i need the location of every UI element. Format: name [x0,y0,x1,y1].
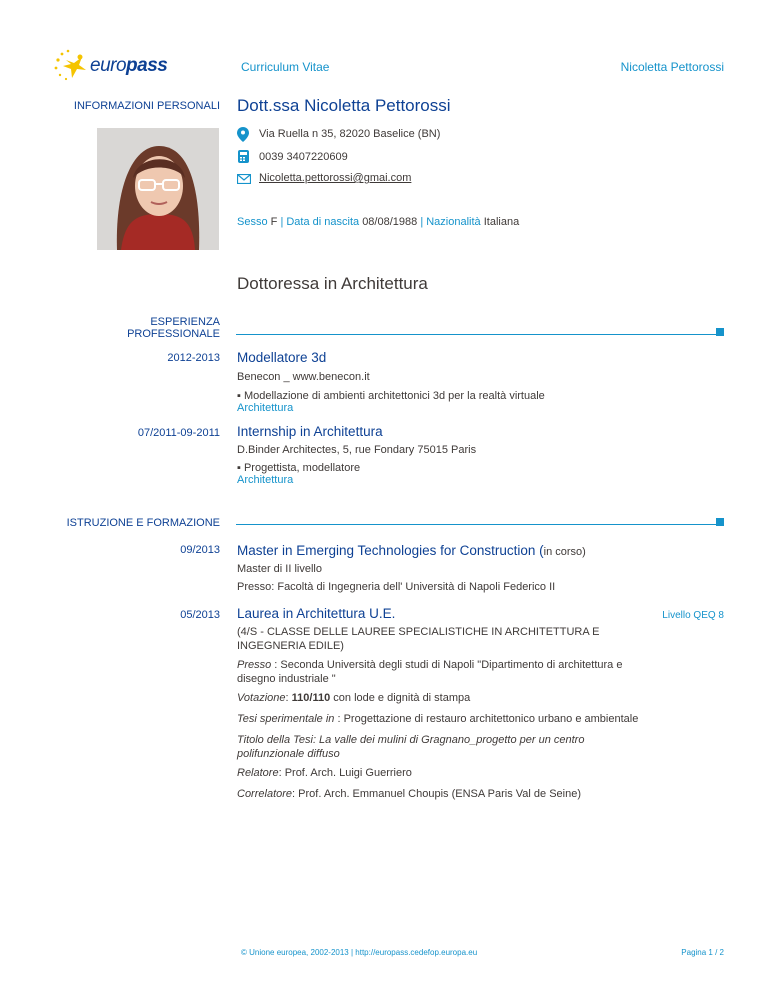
edu-2-titolo-value: : La valle dei mulini di Gragnano_progetto per un centro polifunzionale diffuso [237,734,585,760]
edu-2-relatore-label: Relatore [237,767,279,779]
edu-2-correlatore-value: : Prof. Arch. Emmanuel Choupis (ENSA Paris Val de Seine) [292,788,582,800]
exp-1-employer: Benecon _ www.benecon.it [237,371,370,383]
phone-text: 0039 3407220609 [259,151,348,163]
exp-1-title: Modellatore 3d [237,350,327,365]
separator-1: | [280,216,284,228]
profile-photo [97,128,219,250]
education-divider [236,524,716,525]
exp-2-sector: Architettura [237,474,294,486]
nationality-value: Italiana [483,216,520,228]
email-link[interactable]: Nicoletta.pettorossi@gmai.com [259,172,412,184]
edu-2-titolo-row [237,733,597,761]
exp-1-sector: Architettura [237,402,294,414]
birth-value: 08/08/1988 [362,216,418,228]
portrait-image [97,128,219,250]
edu-1-title: Master in Emerging Technologies for Construction ( [237,543,544,558]
edu-2-titolo-label: Titolo della Tesi [237,734,313,746]
edu-1-title-suffix: in corso) [543,546,586,558]
location-pin-icon [237,127,249,142]
edu-2-presso-label: Presso [237,659,272,671]
footer-page: Pagina 1 / 2 [681,948,724,957]
experience-label-line1: ESPERIENZA [150,316,220,328]
edu-2-tesi-label: Tesi sperimentale in [237,713,335,725]
edu-2-presso-value: : Seconda Università degli studi di Napoli "Dipartimento di architettura e disegno industriale " [237,659,623,685]
edu-2-classe: (4/S - CLASSE DELLE LAUREE SPECIALISTICHE IN ARCHITETTURA E INGEGNERIA EDILE) [237,626,600,652]
header-name: Nicoletta Pettorossi [620,60,724,74]
education-label: ISTRUZIONE E FORMAZIONE [66,517,220,529]
address-text: Via Ruella n 35, 82020 Baselice (BN) [259,128,441,140]
logo-text-pass: pass [126,55,168,76]
exp-2-employer: D.Binder Architectes, 5, rue Fondary 75015 Paris [237,444,477,456]
sex-value: F [270,216,278,228]
edu-1-line2: Presso: Facoltà di Ingegneria dell' Università di Napoli Federico II [237,581,556,593]
edu-2-tesi-row [237,712,677,726]
edu-2-voto-label: Votazione [237,692,286,704]
phone-icon [238,150,249,163]
sex-label: Sesso [237,216,268,228]
edu-2-level: Livello QEQ 8 [662,610,724,621]
education-divider-square [716,518,724,526]
separator-2: | [420,216,424,228]
exp-2-title: Internship in Architettura [237,424,383,439]
nationality-label: Nazionalità [426,216,481,228]
edu-2-relatore-row [237,766,637,780]
edu-1-date: 09/2013 [180,544,220,556]
doc-title: Curriculum Vitae [241,60,330,74]
europass-logo [52,48,172,84]
edu-1-title-row [237,542,586,560]
edu-2-relatore-value: : Prof. Arch. Luigi Guerriero [278,767,412,779]
experience-label-line2: PROFESSIONALE [127,328,220,340]
profile-title: Dottoressa in Architettura [237,274,428,293]
edu-2-correlatore-row [237,787,677,801]
edu-2-voto-value: 110/110 [291,692,331,704]
exp-2-desc: ▪ Progettista, modellatore [237,462,361,474]
edu-2-voto-rest: con lode e dignità di stampa [330,692,471,704]
edu-2-presso-row [237,658,627,686]
footer-copyright: © Unione europea, 2002-2013 | http://europass.cedefop.europa.eu [241,948,478,957]
birth-label: Data di nascita [286,216,360,228]
exp-1-date: 2012-2013 [167,352,220,364]
full-name: Dott.ssa Nicoletta Pettorossi [237,96,451,115]
edu-2-correlatore-label: Correlatore [237,788,293,800]
email-icon [237,174,251,184]
edu-2-title: Laurea in Architettura U.E. [237,606,396,621]
exp-1-desc: ▪ Modellazione di ambienti architettonici 3d per la realtà virtuale [237,390,545,402]
edu-2-tesi-value: : Progettazione di restauro architettonico urbano e ambientale [334,713,639,725]
experience-divider [236,334,716,335]
experience-divider-square [716,328,724,336]
logo-text-euro: euro [90,55,127,76]
europass-logo-icon [52,48,92,82]
edu-1-line1: Master di II livello [237,563,322,575]
personal-details-line [237,216,519,228]
edu-2-voto-row: Votazione: 110/110 con lode e dignità di stampa [237,692,471,704]
personal-info-label: INFORMAZIONI PERSONALI [73,100,220,112]
edu-2-date: 05/2013 [180,609,220,621]
exp-2-date: 07/2011-09-2011 [137,427,220,439]
